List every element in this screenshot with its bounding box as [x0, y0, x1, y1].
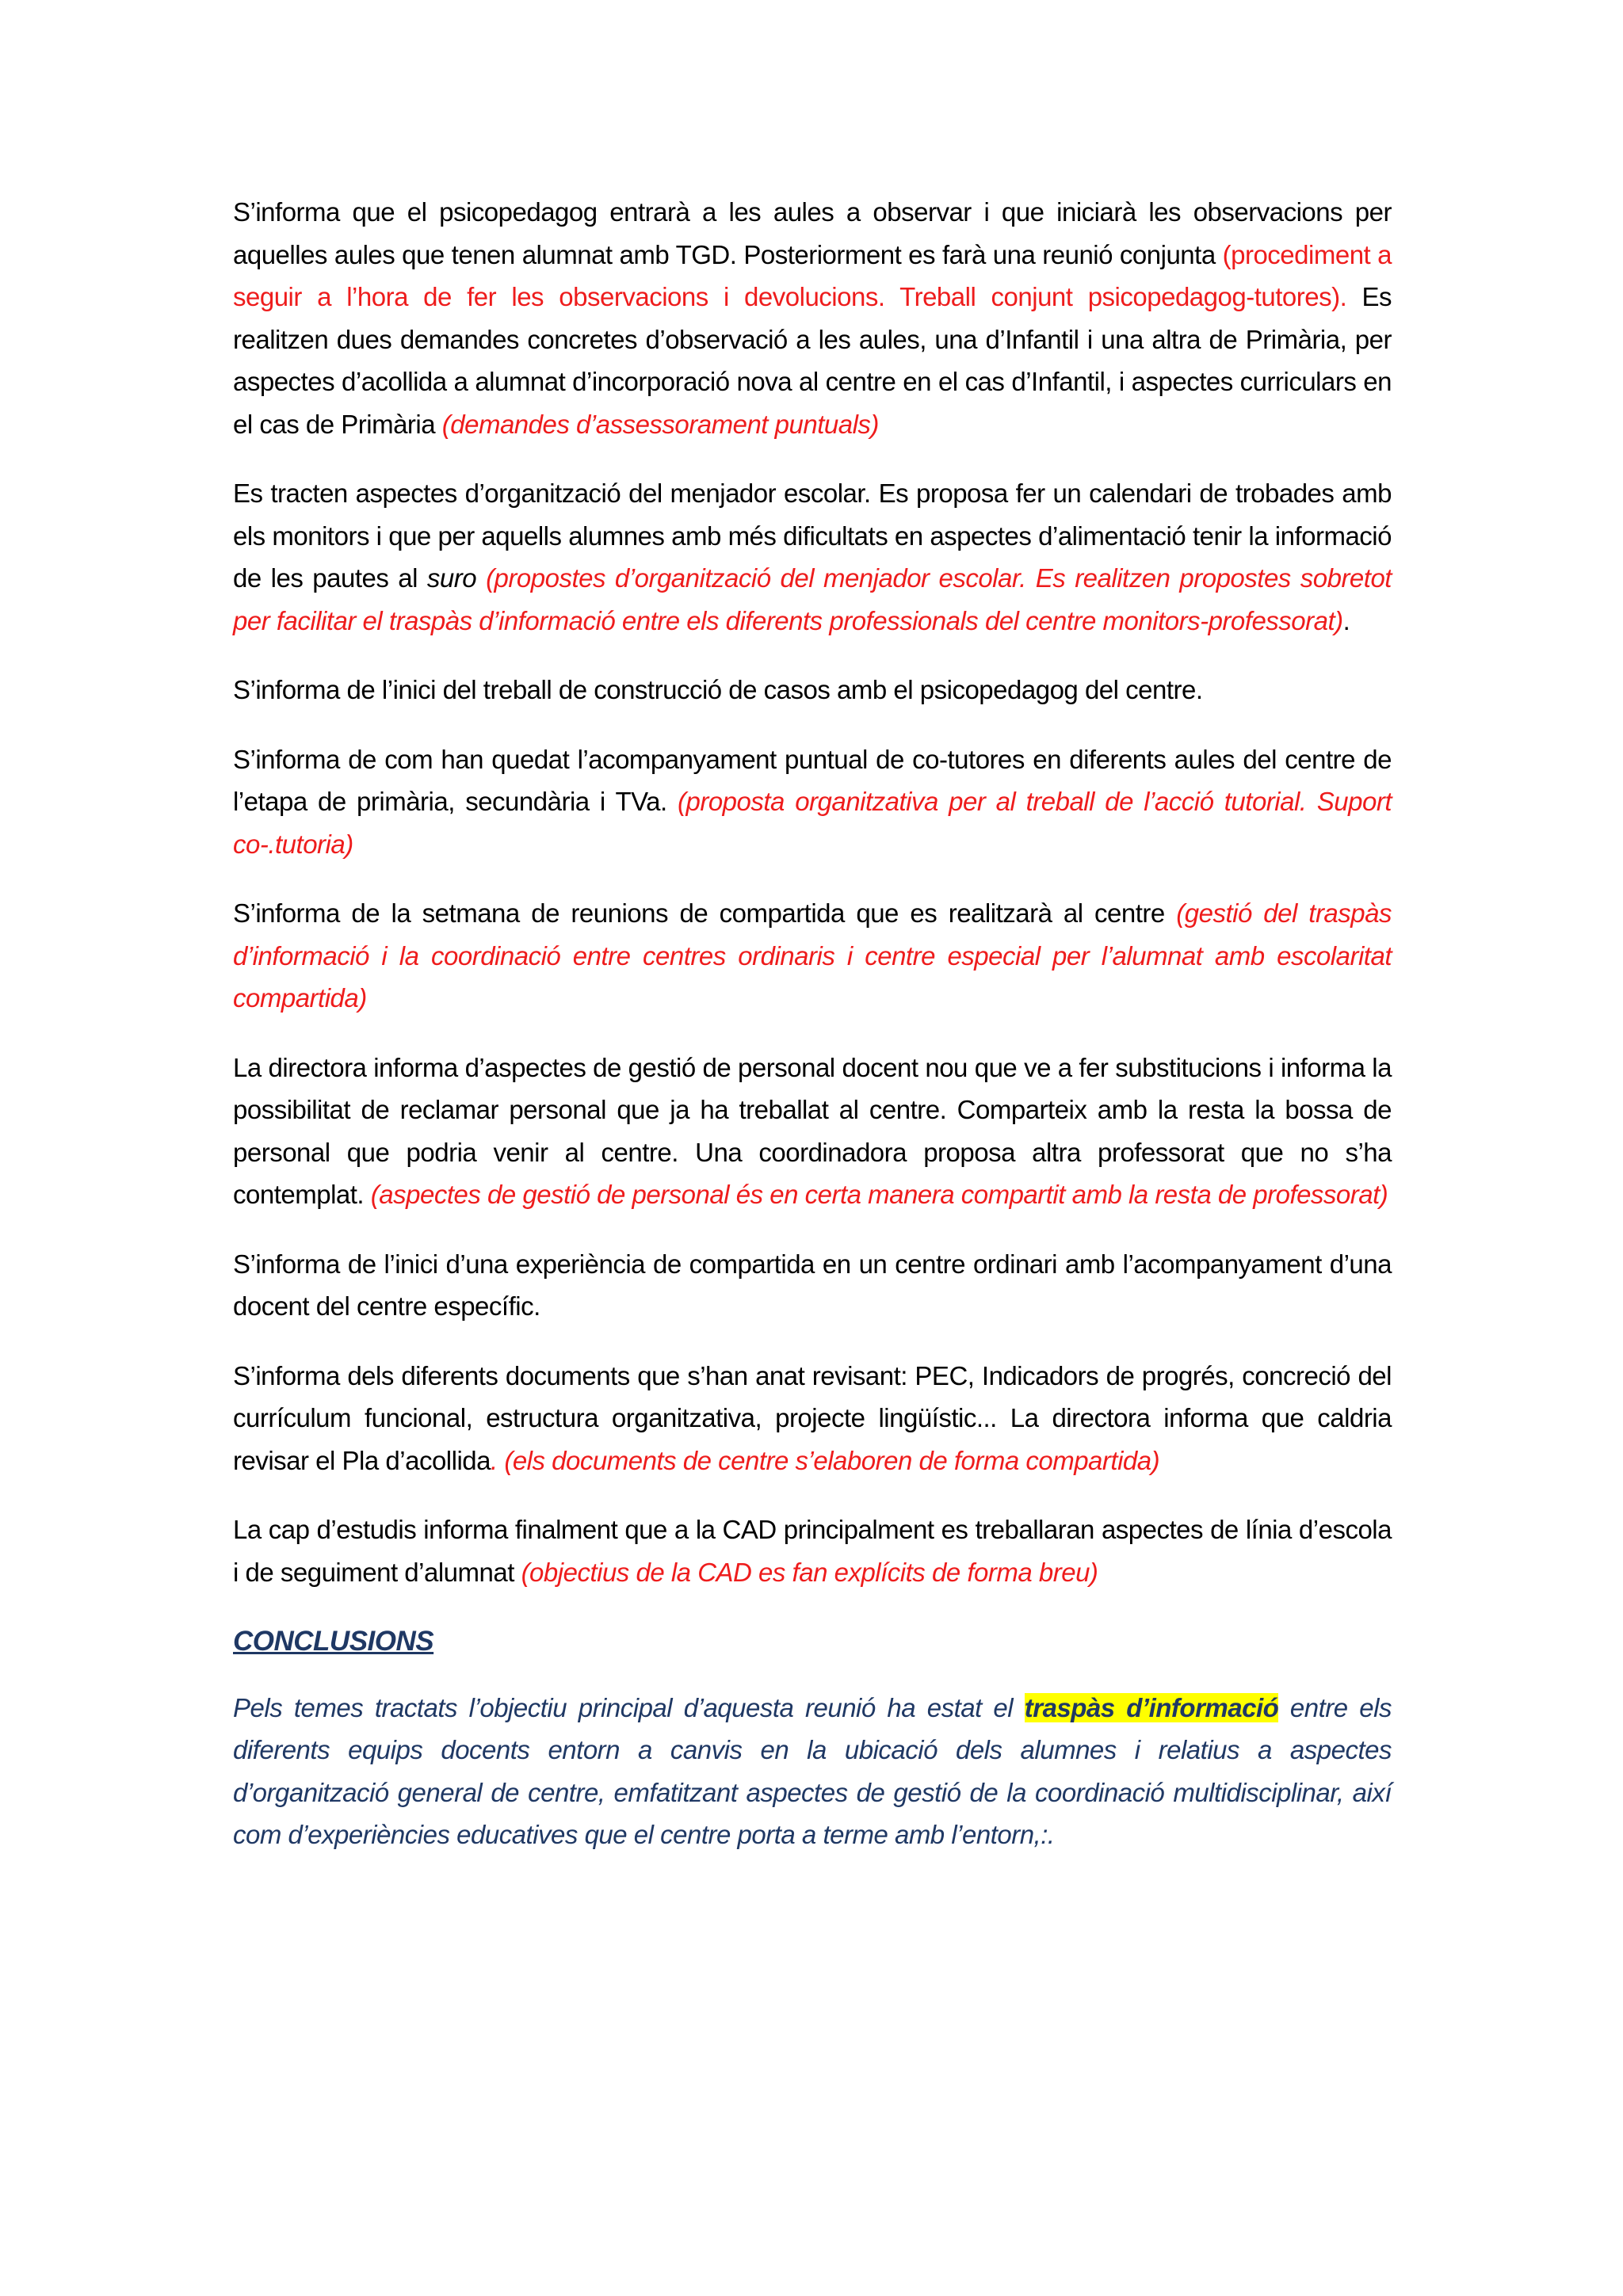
paragraph-text: Es tracten aspectes d’organització del menjador escolar. Es proposa fer un calendari de trobades amb els monitors i que per aquells alumnes amb més dificultats en aspectes d’alimentació tenir la informació de les pautes al — [233, 479, 1392, 593]
paragraph-text: La directora informa d’aspectes de gestió de personal docent nou que ve a fer substitucions i informa la possibilitat de reclamar personal que ja ha treballat al centre. Comparteix amb la resta la bossa de personal que podria venir al centre. Una coordinadora proposa altra professorat que no s’ha contemplat. — [233, 1052, 1392, 1209]
conclusions-paragraph — [233, 1687, 1392, 1856]
conclusions-heading: CONCLUSIONS — [233, 1626, 434, 1657]
highlighted-phrase: traspàs d’informació — [1024, 1692, 1279, 1722]
annotation-text: (aspectes de gestió de personal és en certa manera compartit amb la resta de professorat) — [370, 1180, 1388, 1209]
paragraph-text: S’informa dels diferents documents que s’han anat revisant: PEC, Indicadors de progrés, concreció del currículum funcional, estructura organitzativa, projecte lingüístic... La directora informa que caldria revisar el Pla d’acollida — [233, 1360, 1392, 1475]
paragraph-text: S’informa de l’inici d’una experiència de compartida en un centre ordinari amb l’acompanyament d’una docent del centre específic. — [233, 1249, 1392, 1321]
paragraph-menjador — [233, 472, 1392, 642]
paragraph-documents — [233, 1355, 1392, 1482]
paragraph-experiencia — [233, 1243, 1392, 1328]
paragraph-text: S’informa de l’inici del treball de construcció de casos amb el psicopedagog del centre. — [233, 675, 1203, 704]
paragraph-text: S’informa de com han quedat l’acompanyament puntual de co-tutores en diferents aules del centre de l’etapa de primària, secundària i TVa. — [233, 744, 1392, 816]
paragraph-text: La cap d’estudis informa finalment que a la CAD principalment es treballaran aspectes de línia d’escola i de seguiment d’alumnat — [233, 1515, 1392, 1587]
italic-word: suro — [426, 563, 477, 593]
conclusion-text: Pels temes tractats l’objectiu principal d’aquesta reunió ha estat el — [233, 1692, 1025, 1722]
paragraph-text: . — [1342, 605, 1350, 635]
annotation-text: (proposta organitzativa per al treball de l’acció tutorial. Suport co-.tutoria) — [233, 787, 1392, 859]
annotation-text: (gestió del traspàs d’informació i la coordinació entre centres ordinaris i centre especial per l’alumnat amb escolaritat compartida) — [233, 898, 1392, 1013]
paragraph-personal — [233, 1047, 1392, 1216]
paragraph-text: S’informa de la setmana de reunions de compartida que es realitzarà al centre — [233, 898, 1177, 928]
paragraph-text: S’informa que el psicopedagog entrarà a les aules a observar i que iniciarà les observacions per aquelles aules que tenen alumnat amb TGD. Posteriorment es farà una reunió conjunta — [233, 197, 1392, 269]
annotation-text: (procediment a seguir a l’hora de fer les observacions i devolucions. Treball conjunt psicopedagog-tutores). — [233, 239, 1392, 311]
annotation-text: (propostes d’organització del menjador escolar. Es realitzen propostes sobretot per facilitar el traspàs d’informació entre els diferents professionals del centre monitors-professorat) — [233, 563, 1392, 635]
paragraph-cad — [233, 1508, 1392, 1593]
paragraph-observations — [233, 191, 1392, 445]
paragraph-reunions — [233, 892, 1392, 1020]
paragraph-text: Es realitzen dues demandes concretes d’observació a les aules, una d’Infantil i una altra de Primària, per aspectes d’acollida a alumnat d’incorporació nova al centre en el cas d’Infantil, i aspectes curriculars en el cas de Primària — [233, 282, 1392, 439]
document-page — [233, 191, 1392, 1883]
paragraph-casos — [233, 669, 1392, 711]
annotation-text: (demandes d’assessorament puntuals) — [441, 409, 879, 439]
annotation-text: . (els documents de centre s’elaboren de forma compartida) — [491, 1445, 1160, 1475]
paragraph-cotutores — [233, 738, 1392, 866]
annotation-text: (objectius de la CAD es fan explícits de forma breu) — [521, 1557, 1098, 1587]
conclusion-text: entre els diferents equips docents entorn a canvis en la ubicació dels alumnes i relatius a aspectes d’organització general de centre, emfatitzant aspectes de gestió de la coordinació multidisciplinar, així com d’experiències educatives que el centre porta a terme amb l’entorn,:. — [233, 1692, 1392, 1849]
